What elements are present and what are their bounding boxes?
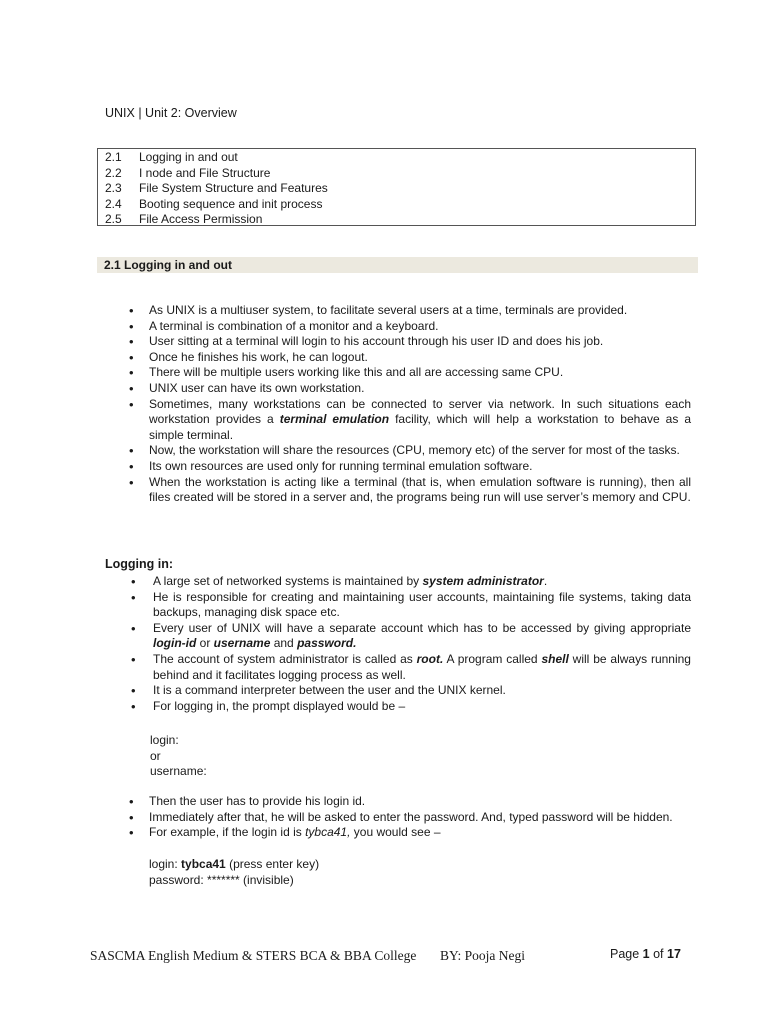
toc-number: 2.1 xyxy=(105,150,122,164)
text: (press enter key) xyxy=(225,857,320,871)
emphasis-text: password. xyxy=(297,636,357,651)
list-item: • When the workstation is acting like a terminal (that is, when emulation software is running), then all files created will be stored in a server and, the programs being run will use server’s memory and CPU. xyxy=(149,475,691,506)
prompt-line: login: xyxy=(150,733,179,747)
toc-row xyxy=(105,181,695,197)
footer-college: SASCMA English Medium & STERS BCA & BBA College xyxy=(90,948,417,963)
text: The account of system administrator is called as xyxy=(153,651,417,666)
list-item: • User sitting at a terminal will login to his account through his user ID and does his job. xyxy=(149,334,691,350)
text: A program called xyxy=(443,651,542,666)
list-item: • There will be multiple users working like this and all are accessing same CPU. xyxy=(149,365,691,381)
list-item: • Then the user has to provide his login id. xyxy=(149,794,691,810)
list-item xyxy=(153,574,691,590)
text: or xyxy=(196,636,214,651)
toc-title: File System Structure and Features xyxy=(139,181,328,195)
text: of xyxy=(649,947,667,961)
list-item: • Once he finishes his work, he can logout. xyxy=(149,350,691,366)
list-item: • Now, the workstation will share the resources (CPU, memory etc) of the server for most of the tasks. xyxy=(149,443,691,459)
toc-title: I node and File Structure xyxy=(139,165,271,180)
example-login-line xyxy=(149,857,319,871)
list-item: • UNIX user can have its own workstation. xyxy=(149,381,691,397)
current-page: 1 xyxy=(642,947,650,961)
list-item xyxy=(153,621,691,652)
emphasis-text: system administrator xyxy=(422,574,544,588)
emphasis-text: login-id xyxy=(153,636,197,651)
example-password-line: password: ******* (invisible) xyxy=(149,873,294,887)
subheading-logging-in: Logging in: xyxy=(105,557,174,571)
text: and xyxy=(270,636,298,651)
text: facility, which will help a workstation to behave as a simple terminal. xyxy=(149,412,692,442)
text: you would see – xyxy=(350,825,441,840)
bullet-list-overview xyxy=(0,303,768,506)
text: login: xyxy=(149,857,182,871)
toc-row xyxy=(105,212,695,228)
toc-number: 2.4 xyxy=(105,196,122,211)
bullet-list-logging-in xyxy=(0,574,768,714)
toc-number: 2.3 xyxy=(105,181,122,195)
text: For example, if the login id is xyxy=(149,825,306,840)
text: A large set of networked systems is maintained by xyxy=(153,574,423,588)
list-item: • As UNIX is a multiuser system, to facilitate several users at a time, terminals are provided. xyxy=(149,303,691,319)
toc-number: 2.2 xyxy=(105,165,122,180)
list-item: • Its own resources are used only for running terminal emulation software. xyxy=(149,459,691,475)
footer-page-number xyxy=(610,947,681,961)
total-pages: 17 xyxy=(667,947,681,961)
list-item: • Immediately after that, he will be asked to enter the password. And, typed password will be hidden. xyxy=(149,810,691,826)
emphasis-text: shell xyxy=(541,651,569,666)
text: Page xyxy=(610,947,643,961)
list-item: • It is a command interpreter between the user and the UNIX kernel. xyxy=(153,683,691,699)
toc-number: 2.5 xyxy=(105,212,122,226)
prompt-line: username: xyxy=(150,764,207,779)
bullet-list-login-steps xyxy=(0,794,768,841)
toc-row xyxy=(105,150,695,166)
list-item xyxy=(149,825,691,841)
emphasis-text: tybca41, xyxy=(305,825,351,840)
example-login-id: tybca41 xyxy=(181,857,226,871)
footer-author: BY: Pooja Negi xyxy=(440,948,526,963)
list-item xyxy=(153,652,691,683)
list-item: • He is responsible for creating and maintaining user accounts, maintaining file systems, taking data backups, managing disk space etc. xyxy=(153,590,691,621)
toc-title: Logging in and out xyxy=(139,150,238,164)
list-item: • For logging in, the prompt displayed would be – xyxy=(153,699,691,715)
text: Sometimes, many workstations can be connected to server via network. In such situations each workstation provides a xyxy=(149,396,691,427)
emphasis-text: username xyxy=(213,636,271,651)
toc-row xyxy=(105,166,695,182)
text: will be always running behind and it facilitates logging process as well. xyxy=(153,651,691,682)
toc-title: Booting sequence and init process xyxy=(139,196,323,211)
page-header: UNIX | Unit 2: Overview xyxy=(105,106,237,120)
text: Every user of UNIX will have a separate account which has to be accessed by giving appropriate xyxy=(153,620,691,635)
emphasis-text: root. xyxy=(416,651,444,666)
login-prompt-example xyxy=(150,733,207,780)
list-item xyxy=(149,397,691,444)
section-heading: 2.1 Logging in and out xyxy=(97,257,698,273)
emphasis-text: terminal emulation xyxy=(279,412,390,427)
toc-title: File Access Permission xyxy=(139,212,263,226)
toc-row xyxy=(105,197,695,213)
list-item: • A terminal is combination of a monitor and a keyboard. xyxy=(149,319,691,335)
text: . xyxy=(543,574,548,588)
prompt-line: or xyxy=(150,748,161,763)
table-of-contents xyxy=(97,148,696,226)
